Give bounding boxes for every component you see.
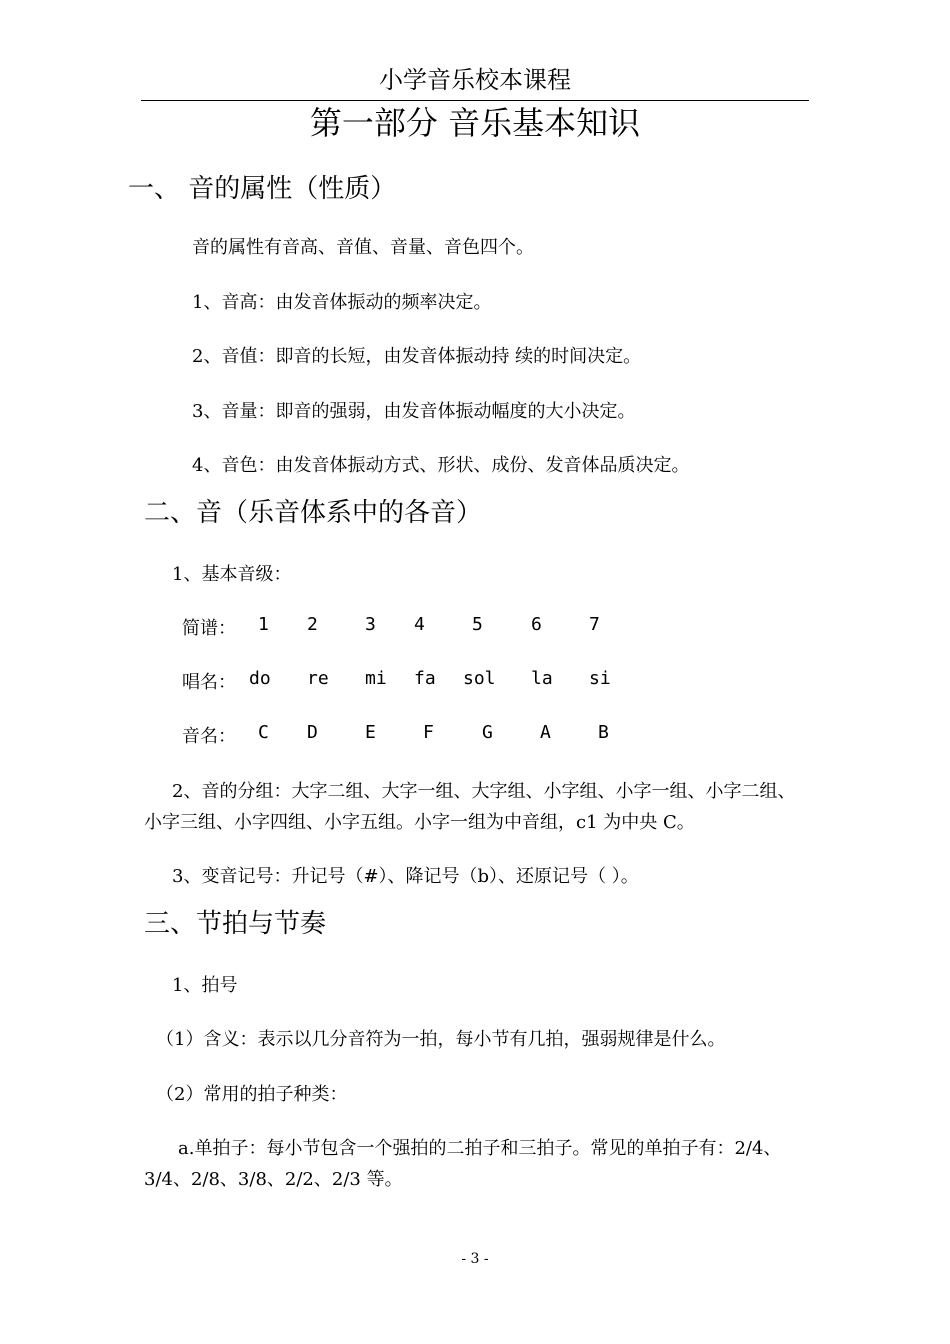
grouping-line-2: 小字三组、小字四组、小字五组。小字一组为中音组，c1 为中央 C。 (144, 812, 695, 833)
scale-cell: D (307, 722, 318, 743)
scale-cell: 7 (589, 614, 600, 635)
scale-cell: C (258, 722, 269, 743)
scale-cell: sol (463, 668, 496, 689)
scale-cell: 3 (365, 614, 376, 635)
section1-item-4: 4、音色：由发音体振动方式、形状、成份、发音体品质决定。 (192, 455, 690, 476)
section1-item-3: 3、音量：即音的强弱，由发音体振动幅度的大小决定。 (192, 401, 636, 422)
scale-cell: fa (414, 668, 436, 689)
section1-item-1: 1、音高：由发音体振动的频率决定。 (192, 292, 492, 313)
scale-cell: 6 (531, 614, 542, 635)
page-number: - 3 - (461, 1251, 489, 1267)
scale-row-label: 简谱： (182, 618, 236, 639)
simple-meter-line-1: a.单拍子：每小节包含一个强拍的二拍子和三拍子。常见的单拍子有：2/4、 (178, 1138, 782, 1159)
scale-cell: 2 (307, 614, 318, 635)
basic-scale-label: 1、基本音级： (172, 564, 292, 585)
scale-cell: do (249, 668, 271, 689)
scale-cell: A (540, 722, 551, 743)
section-heading-3: 三、节拍与节奏 (144, 909, 327, 939)
scale-cell: G (482, 722, 493, 743)
accidentals-line: 3、变音记号：升记号（#）、降记号（b）、还原记号（ ）。 (172, 866, 639, 887)
scale-cell: la (531, 668, 553, 689)
scale-row-label: 唱名： (182, 672, 236, 693)
meaning-line: （1）含义：表示以几分音符为一拍，每小节有几拍，强弱规律是什么。 (156, 1029, 726, 1050)
section-heading-1: 一、 音的属性（性质） (128, 174, 397, 204)
part-title: 第一部分 音乐基本知识 (309, 104, 641, 142)
time-signature-item: 1、拍号 (172, 975, 238, 996)
simple-meter-line-2: 3/4、2/8、3/8、2/2、2/3 等。 (144, 1169, 403, 1190)
scale-cell: mi (365, 668, 387, 689)
scale-cell: re (307, 668, 329, 689)
section-heading-2: 二、音（乐音体系中的各音） (144, 498, 483, 528)
scale-cell: si (589, 668, 611, 689)
grouping-line-1: 2、音的分组：大字二组、大字一组、大字组、小字组、小字一组、小字二组、 (172, 781, 796, 802)
scale-cell: 1 (258, 614, 269, 635)
scale-cell: E (365, 722, 376, 743)
section1-item-2: 2、音值：即音的长短，由发音体振动持 续的时间决定。 (192, 346, 642, 367)
running-header: 小学音乐校本课程 (379, 66, 571, 94)
section1-intro: 音的属性有音高、音值、音量、音色四个。 (192, 237, 534, 258)
scale-cell: B (598, 722, 609, 743)
scale-cell: 4 (414, 614, 425, 635)
scale-cell: 5 (472, 614, 483, 635)
common-types-line: （2）常用的拍子种类： (156, 1084, 348, 1105)
scale-cell: F (423, 722, 434, 743)
scale-row-label: 音名： (182, 726, 236, 747)
